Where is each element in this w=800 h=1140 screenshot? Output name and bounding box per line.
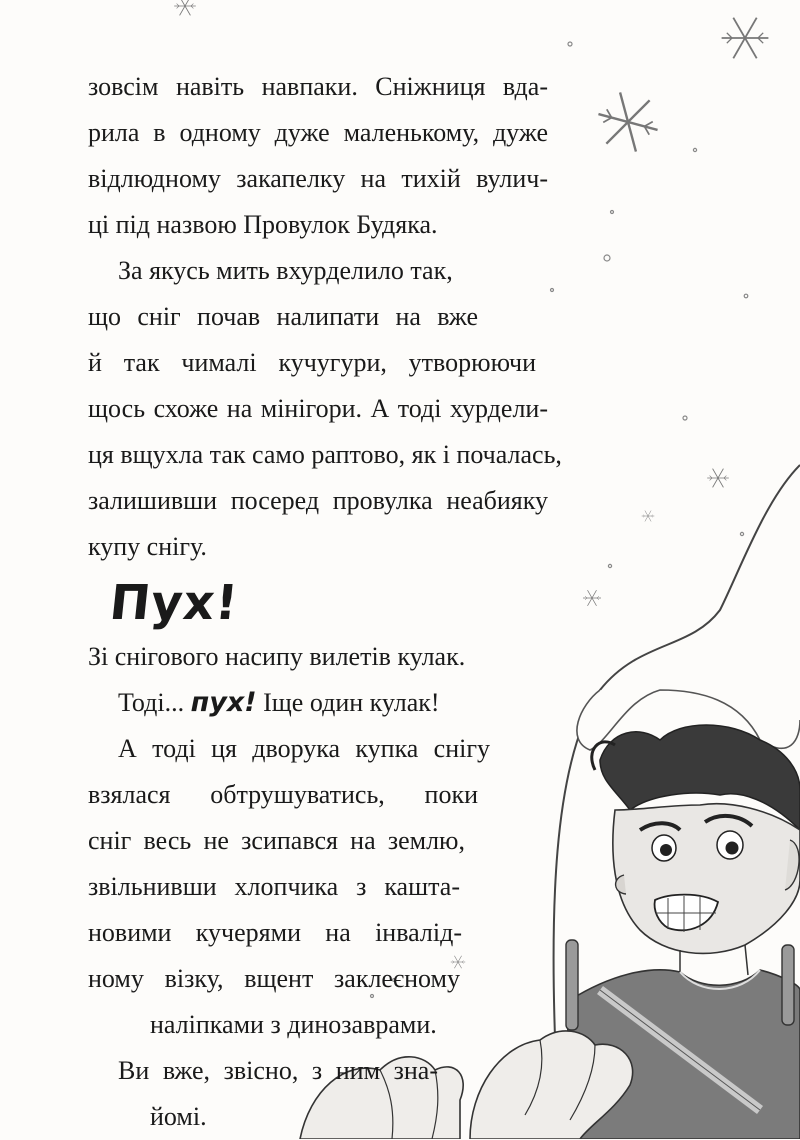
- paragraph-1: [88, 64, 548, 248]
- paragraph-6: [88, 1048, 548, 1140]
- page-text: [88, 64, 562, 1140]
- text-line: ному візку, вщент заклеєному: [88, 964, 460, 993]
- text-line: А тоді ця дворука купка снігу: [118, 734, 490, 763]
- text-line: взялася обтрушуватись, поки: [88, 780, 478, 809]
- text-line: новими кучерями на інвалід-: [88, 918, 462, 947]
- text-line: що сніг почав налипати на вже: [88, 302, 478, 331]
- snowflake-icon: [174, 0, 196, 15]
- text-line: наліпками з динозаврами.: [150, 1010, 437, 1039]
- text-line: сніг весь не зсипався на землю,: [88, 826, 465, 855]
- p4-after: Іще один кулак!: [256, 688, 440, 717]
- paragraph-4: [88, 680, 548, 726]
- text-line: й так чималі кучугури, утворюючи: [88, 348, 536, 377]
- text-line: За якусь мить вхурделило так,: [118, 256, 453, 285]
- snowflake-icon: [642, 511, 655, 522]
- text-line: купу снігу.: [88, 532, 207, 561]
- text-line: залишивши посеред провулка неабияку: [88, 486, 548, 515]
- snowflake-icon: [707, 469, 729, 488]
- inline-sound-effect: пух!: [190, 687, 257, 718]
- p4-before: Тоді...: [118, 688, 191, 717]
- paragraph-5: [88, 726, 548, 1048]
- text-line: ці під назвою Провулок Будяка.: [88, 210, 438, 239]
- snowflake-icon: [583, 590, 601, 606]
- text-line: ця вщухла так само раптово, як і почалась,: [88, 440, 562, 469]
- snowflake-icon: [722, 18, 769, 59]
- text-line: Ви вже, звісно, з ним зна-: [118, 1056, 438, 1085]
- text-line: звільнивши хлопчика з кашта-: [88, 872, 460, 901]
- paragraph-2: [88, 248, 562, 570]
- text-line: йомі.: [150, 1102, 207, 1131]
- snowflake-icon: [592, 88, 665, 155]
- text-line: щось схоже на мінігори. А тоді хурдели-: [88, 394, 548, 423]
- text-line: відлюдному закапелку на тихій вулич-: [88, 164, 548, 193]
- sound-effect-heading: Пух!: [107, 575, 242, 631]
- paragraph-3: Зі снігового насипу вилетів кулак.: [88, 642, 466, 671]
- text-line: рила в одному дуже маленькому, дуже: [88, 118, 548, 147]
- text-line: зовсім навіть навпаки. Сніжниця вда-: [88, 72, 548, 101]
